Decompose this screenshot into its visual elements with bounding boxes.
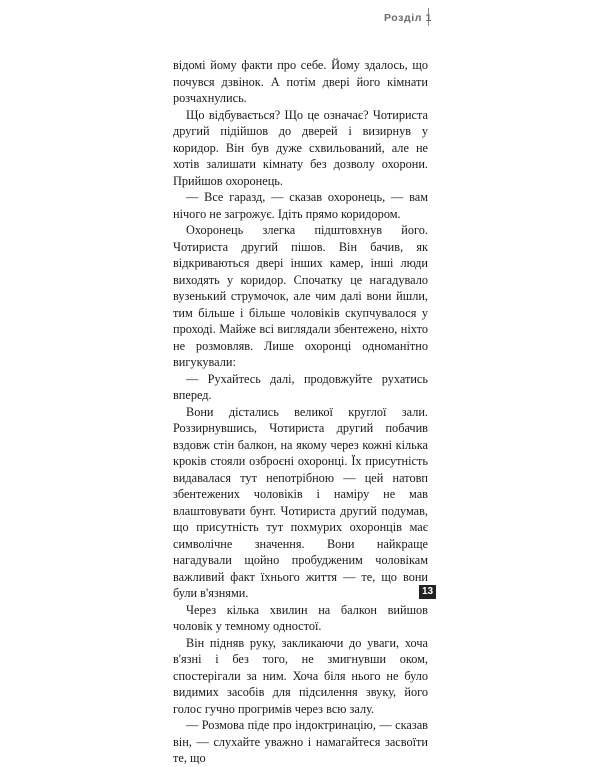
paragraph: Охоронець злегка підштовхнув його. Чотириста другий пішов. Він бачив, як відкриваються двері інших камер, інші люди виходять у коридор. Спочатку це нагадувало вузенький струмочок, але чим далі вони йшли, тим більше і більше чоловіків скупчувалося у проході. Майже всі виглядали збентежено, ніхто не розмовляв. Лише охоронці одноманітно вигукували: bbox=[173, 223, 428, 369]
paragraph: — Розмова піде про індоктринацію, — сказав він, — слухайте уважно і намагайтеся засвоїти те, що bbox=[173, 718, 428, 765]
paragraph: — Все гаразд, — сказав охоронець, — вам нічого не загрожує. Ідіть прямо коридором. bbox=[173, 190, 428, 221]
paragraph: відомі йому факти про себе. Йому здалось, що почувся дзвінок. А потім двері його кімнати розчахнулись. bbox=[173, 58, 428, 105]
paragraph: Через кілька хвилин на балкон вийшов чоловік у темному одностої. bbox=[173, 602, 428, 633]
body-text bbox=[173, 57, 428, 767]
paragraph: Він підняв руку, закликаючи до уваги, хоча в'язні і без того, не змигнувши оком, спостерігали за ним. Хоча біля нього не було видимих засобів для підсилення звуку, його голос гучно прогримів через всю залу. bbox=[173, 635, 428, 716]
paragraph: Вони дістались великої круглої зали. Роззирнувшись, Чотириста другий побачив вздовж стін балкон, на якому через кожні кілька кроків стояли озброєні охоронці. Їх присутність видавалася тут непотрібною — цей натовп збентежених чоловіків і наміру не мав влаштовувати бунт. Чотириста другий подумав, що присутність тут похмурих охоронців має символічне значення. Вони найкраще нагадували щойно пробудженим чоловікам важливий факт їхнього життя — те, що вони були в'язнями. bbox=[173, 404, 428, 600]
paragraph: — Рухайтесь далі, продовжуйте рухатись вперед. bbox=[173, 371, 428, 402]
paragraph: Що відбувається? Що це означає? Чотириста другий підійшов до дверей і визирнув у коридор. Він був дуже схвильований, але не хотів залишати кімнату без дозволу охорони. Прийшов охоронець. bbox=[173, 107, 428, 188]
page-number: 13 bbox=[419, 585, 436, 599]
running-header: Розділ 1 bbox=[383, 12, 432, 24]
